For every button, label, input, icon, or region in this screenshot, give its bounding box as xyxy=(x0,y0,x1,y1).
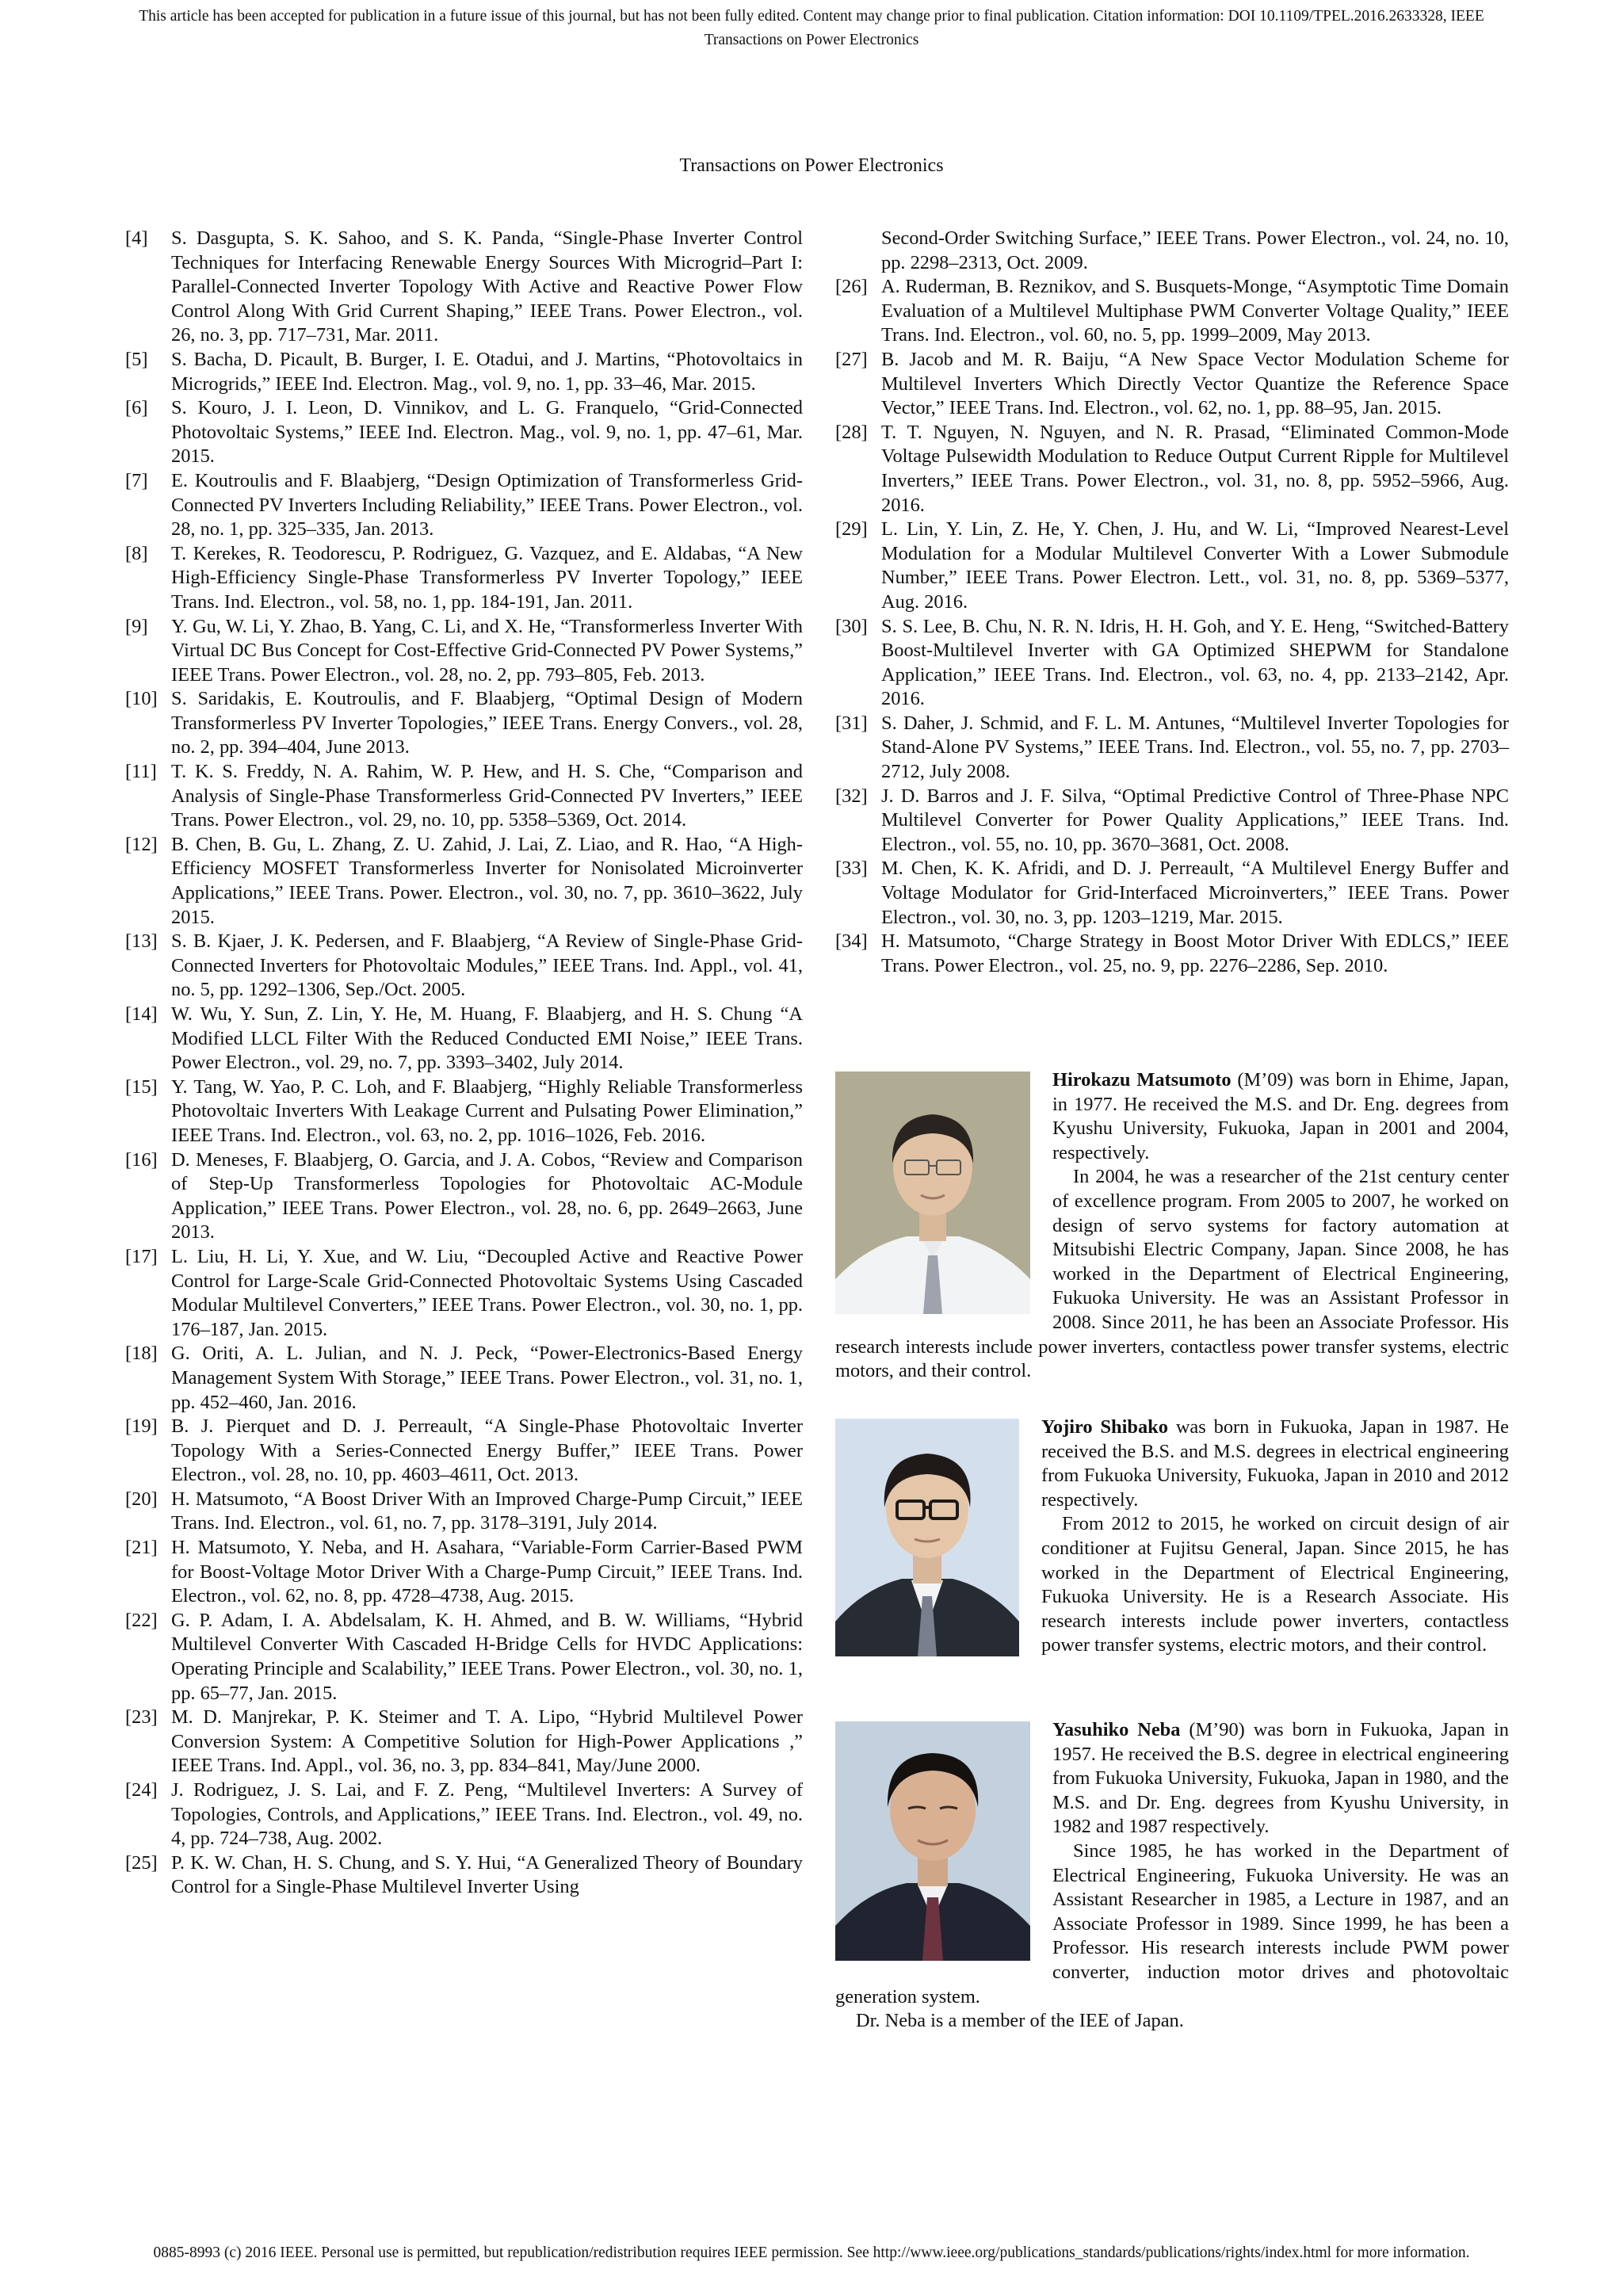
reference-20 xyxy=(125,1488,803,1536)
reference-text: J. D. Barros and J. F. Silva, “Optimal Predictive Control of Three-Phase NPC Multilevel Converter for Power Quality Applications,” IEEE Trans. Ind. Electron., vol. 55, no. 10, pp. 3670–3681, Oct. 2008. xyxy=(881,785,1509,855)
reference-text: G. Oriti, A. L. Julian, and N. J. Peck, “Power-Electronics-Based Energy Management System With Storage,” IEEE Trans. Power Electron., vol. 31, no. 1, pp. 452–460, Jan. 2016. xyxy=(171,1343,803,1413)
reference-text: B. J. Pierquet and D. J. Perreault, “A Single-Phase Photovoltaic Inverter Topology With a Series-Connected Energy Buffer,” IEEE Trans. Power Electron., vol. 28, no. 10, pp. 4603–4611, Oct. 2013. xyxy=(171,1415,803,1486)
reference-9 xyxy=(125,615,803,688)
reference-number: [4] xyxy=(125,227,148,249)
reference-33 xyxy=(835,857,1509,930)
author-photo-shibako xyxy=(835,1419,1019,1656)
reference-31 xyxy=(835,712,1509,785)
reference-30 xyxy=(835,615,1509,712)
reference-number: [22] xyxy=(125,1609,158,1631)
reference-text: E. Koutroulis and F. Blaabjerg, “Design Optimization of Transformerless Grid-Connected PV Inverters Including Reliability,” IEEE Trans. Power Electron., vol. 28, no. 1, pp. 325–335, Jan. 2013. xyxy=(171,469,803,541)
reference-4 xyxy=(125,227,803,348)
reference-number: [32] xyxy=(835,785,868,807)
reference-text: D. Meneses, F. Blaabjerg, O. Garcia, and J. A. Cobos, “Review and Comparison of Step-Up Transformerless Topologies for Photovoltaic AC-Module Application,” IEEE Trans. Power Electron., vol. 28, no. 6, pp. 2649–2663, June 2013. xyxy=(171,1148,803,1244)
reference-text: Y. Gu, W. Li, Y. Zhao, B. Yang, C. Li, and X. He, “Transformerless Inverter With Virtual DC Bus Concept for Cost-Effective Grid-Connected PV Power Systems,” IEEE Trans. Power Electron., vol. 28, no. 2, pp. 793–805, Feb. 2013. xyxy=(171,615,803,686)
author-bio-matsumoto xyxy=(835,1068,1509,1384)
reference-number: [27] xyxy=(835,348,868,370)
reference-number: [29] xyxy=(835,518,868,541)
reference-text: L. Liu, H. Li, Y. Xue, and W. Liu, “Decoupled Active and Reactive Power Control for Large-Scale Grid-Connected Photovoltaic Systems Using Cascaded Modular Multilevel Converters,” IEEE Trans. Power Electron., vol. 30, no. 1, pp. 176–187, Jan. 2015. xyxy=(171,1245,803,1340)
reference-text: T. Kerekes, R. Teodorescu, P. Rodriguez, G. Vazquez, and E. Aldabas, “A New High-Efficiency Single-Phase Transformerless PV Inverter Topology,” IEEE Trans. Ind. Electron., vol. 58, no. 1, pp. 184-191, Jan. 2011. xyxy=(171,542,803,613)
reference-text: S. Saridakis, E. Koutroulis, and F. Blaabjerg, “Optimal Design of Modern Transformerless PV Inverter Topologies,” IEEE Trans. Energy Convers., vol. 28, no. 2, pp. 394–404, June 2013. xyxy=(171,688,803,758)
reference-text: H. Matsumoto, “A Boost Driver With an Improved Charge-Pump Circuit,” IEEE Trans. Ind. Electron., vol. 61, no. 7, pp. 3178–3191, July 2014. xyxy=(171,1488,803,1534)
reference-13 xyxy=(125,930,803,1003)
reference-10 xyxy=(125,687,803,760)
reference-18 xyxy=(125,1342,803,1415)
reference-number: [17] xyxy=(125,1245,158,1267)
reference-number: [5] xyxy=(125,348,148,370)
copyright-footer: 0885-8993 (c) 2016 IEEE. Personal use is permitted, but republication/redistribution requires IEEE permission. See http://www.ieee.org/publications_standards/publications/rights/index.html for more information. xyxy=(153,2244,1470,2261)
reference-number: [12] xyxy=(125,833,158,855)
reference-text: G. P. Adam, I. A. Abdelsalam, K. H. Ahmed, and B. W. Williams, “Hybrid Multilevel Converter With Cascaded H-Bridge Cells for HVDC Applications: Operating Principle and Scalability,” IEEE Trans. Power Electron., vol. 30, no. 1, pp. 65–77, Jan. 2015. xyxy=(171,1609,803,1704)
reference-15 xyxy=(125,1075,803,1148)
reference-text: T. K. S. Freddy, N. A. Rahim, W. P. Hew, and H. S. Che, “Comparison and Analysis of Single-Phase Transformerless Grid-Connected PV Inverters,” IEEE Trans. Power Electron., vol. 29, no. 10, pp. 5358–5369, Oct. 2014. xyxy=(171,761,803,831)
references-left-column xyxy=(125,227,803,1900)
author-name: Yojiro Shibako xyxy=(1041,1416,1168,1438)
reference-34 xyxy=(835,930,1509,978)
reference-12 xyxy=(125,833,803,930)
reference-number: [34] xyxy=(835,930,868,953)
reference-number: [16] xyxy=(125,1148,158,1171)
reference-text: Y. Tang, W. Yao, P. C. Loh, and F. Blaabjerg, “Highly Reliable Transformerless Photovoltaic Inverters With Leakage Current and Pulsating Power Elimination,” IEEE Trans. Ind. Electron., vol. 63, no. 2, pp. 1016–1026, Feb. 2016. xyxy=(171,1075,803,1146)
acceptance-notice-line1: This article has been accepted for publication in a future issue of this journal, but has not been fully edited. Content may change prior to final publication. Citation information: DOI 10.1109/TPEL.2016.2633328, IEEE xyxy=(139,8,1484,25)
portrait-image xyxy=(835,1419,1019,1656)
author-bio-shibako xyxy=(835,1415,1509,1661)
portrait-image xyxy=(835,1721,1030,1961)
reference-number: [24] xyxy=(125,1779,158,1801)
reference-25 xyxy=(125,1851,803,1900)
bio-paragraph-2: In 2004, he was a researcher of the 21st century center of excellence program. From 2005 to 2007, he worked on design of servo systems for factory automation at Mitsubishi Electric Company, Japan. Since 2008, he has worked in the Department of Electrical Engineering, Fukuoka University. He was an Assistant Professor in 2008. Since 2011, he has been an Associate Professor. His research interests include power inverters, contactless power transfer systems, electric motors, and their control. xyxy=(835,1166,1509,1382)
reference-29 xyxy=(835,518,1509,614)
reference-number: [19] xyxy=(125,1415,158,1438)
reference-text: M. Chen, K. K. Afridi, and D. J. Perreault, “A Multilevel Energy Buffer and Voltage Modulator for Grid-Interfaced Microinverters,” IEEE Trans. Power Electron., vol. 30, no. 3, pp. 1203–1219, Mar. 2015. xyxy=(881,858,1509,928)
reference-text: S. Dasgupta, S. K. Sahoo, and S. K. Panda, “Single-Phase Inverter Control Techniques for Interfacing Renewable Energy Sources With Microgrid–Part I: Parallel-Connected Inverter Topology With Active and Reactive Power Flow Control Along With Grid Current Shaping,” IEEE Trans. Power Electron., vol. 26, no. 3, pp. 717–731, Mar. 2011. xyxy=(171,227,803,346)
reference-23 xyxy=(125,1706,803,1778)
reference-22 xyxy=(125,1609,803,1706)
reference-number: [31] xyxy=(835,712,868,734)
reference-text: W. Wu, Y. Sun, Z. Lin, Y. He, M. Huang, F. Blaabjerg, and H. S. Chung “A Modified LLCL Filter With the Reduced Conducted EMI Noise,” IEEE Trans. Power Electron., vol. 29, no. 7, pp. 3393–3402, July 2014. xyxy=(171,1003,803,1074)
reference-number: [26] xyxy=(835,276,868,298)
reference-text: L. Lin, Y. Lin, Z. He, Y. Chen, J. Hu, and W. Li, “Improved Nearest-Level Modulation for a Modular Multilevel Converter With a Lower Submodule Number,” IEEE Trans. Power Electron. Lett., vol. 31, no. 8, pp. 5369–5377, Aug. 2016. xyxy=(881,518,1509,613)
acceptance-notice xyxy=(0,5,1623,52)
bio-paragraph-2: From 2012 to 2015, he worked on circuit design of air conditioner at Fujitsu General, Japan. Since 2015, he has worked in the Department of Electrical Engineering, Fukuoka University. He is a Research Associate. His research interests include power inverters, contactless power transfer systems, electric motors, and their control. xyxy=(1041,1513,1509,1656)
reference-number: [9] xyxy=(125,615,148,637)
reference-25-continued: Second-Order Switching Surface,” IEEE Trans. Power Electron., vol. 24, no. 10, pp. 2298–2313, Oct. 2009. xyxy=(881,227,1509,273)
author-bio-neba xyxy=(835,1718,1509,2034)
reference-number: [6] xyxy=(125,397,148,419)
reference-8 xyxy=(125,542,803,615)
portrait-image xyxy=(835,1072,1030,1314)
reference-number: [28] xyxy=(835,421,868,443)
reference-text: S. Bacha, D. Picault, B. Burger, I. E. Otadui, and J. Martins, “Photovoltaics in Microgrids,” IEEE Ind. Electron. Mag., vol. 9, no. 1, pp. 33–46, Mar. 2015. xyxy=(171,348,803,395)
bio-paragraph-1: (M’09) was born in Ehime, Japan, in 1977. He received the M.S. and Dr. Eng. degrees from Kyushu University, Fukuoka, Japan in 2001 and 2004, respectively. xyxy=(1052,1069,1509,1163)
reference-text: B. Jacob and M. R. Baiju, “A New Space Vector Modulation Scheme for Multilevel Inverters Which Directly Vector Quantize the Reference Space Vector,” IEEE Trans. Ind. Electron., vol. 62, no. 1, pp. 88–95, Jan. 2015. xyxy=(881,348,1509,419)
reference-text: P. K. W. Chan, H. S. Chung, and S. Y. Hui, “A Generalized Theory of Boundary Control for a Single-Phase Multilevel Inverter Using xyxy=(171,1851,803,1898)
reference-17 xyxy=(125,1245,803,1342)
reference-19 xyxy=(125,1415,803,1488)
reference-number: [23] xyxy=(125,1706,158,1729)
reference-number: [21] xyxy=(125,1537,158,1559)
reference-number: [20] xyxy=(125,1488,158,1510)
acceptance-notice-line2: Transactions on Power Electronics xyxy=(704,32,919,48)
author-photo-matsumoto xyxy=(835,1072,1030,1314)
reference-21 xyxy=(125,1536,803,1609)
references-right-column xyxy=(835,227,1509,978)
reference-7 xyxy=(125,469,803,542)
reference-text: T. T. Nguyen, N. Nguyen, and N. R. Prasad, “Eliminated Common-Mode Voltage Pulsewidth Modulation to Reduce Output Current Ripple for Multilevel Inverters,” IEEE Trans. Power Electron., vol. 31, no. 8, pp. 5952–5966, Aug. 2016. xyxy=(881,421,1509,516)
reference-text: J. Rodriguez, J. S. Lai, and F. Z. Peng, “Multilevel Inverters: A Survey of Topologies, Controls, and Applications,” IEEE Trans. Ind. Electron., vol. 49, no. 4, pp. 724–738, Aug. 2002. xyxy=(171,1779,803,1850)
reference-text: A. Ruderman, B. Reznikov, and S. Busquets-Monge, “Asymptotic Time Domain Evaluation of a Multilevel Multiphase PWM Converter Voltage Quality,” IEEE Trans. Ind. Electron., vol. 60, no. 5, pp. 1999–2009, May 2013. xyxy=(881,276,1509,346)
reference-32 xyxy=(835,785,1509,858)
reference-16 xyxy=(125,1148,803,1245)
reference-number: [30] xyxy=(835,615,868,637)
bio-paragraph-3: Dr. Neba is a member of the IEE of Japan. xyxy=(856,2010,1184,2032)
reference-number: [11] xyxy=(125,761,157,783)
reference-6 xyxy=(125,396,803,469)
reference-5 xyxy=(125,348,803,396)
reference-number: [25] xyxy=(125,1851,158,1874)
reference-27 xyxy=(835,348,1509,421)
bio-paragraph-2: Since 1985, he has worked in the Department of Electrical Engineering, Fukuoka University. He was an Assistant Researcher in 1985, a Lecture in 1987, and an Associate Professor in 1989. Since 1999, he has been a Professor. His research interests include PWM power converter, induction motor drives and photovoltaic generation system. xyxy=(835,1839,1509,2008)
reference-14 xyxy=(125,1003,803,1075)
reference-number: [33] xyxy=(835,858,868,880)
reference-24 xyxy=(125,1778,803,1851)
reference-text: M. D. Manjrekar, P. K. Steimer and T. A. Lipo, “Hybrid Multilevel Power Conversion System: A Competitive Solution for High-Power Applications ,” IEEE Trans. Ind. Appl., vol. 36, no. 3, pp. 834–841, May/June 2000. xyxy=(171,1706,803,1777)
reference-11 xyxy=(125,760,803,833)
reference-text: H. Matsumoto, “Charge Strategy in Boost Motor Driver With EDLCS,” IEEE Trans. Power Electron., vol. 25, no. 9, pp. 2276–2286, Sep. 2010. xyxy=(881,930,1509,976)
reference-text: S. S. Lee, B. Chu, N. R. N. Idris, H. H. Goh, and Y. E. Heng, “Switched-Battery Boost-Multilevel Inverter with GA Optimized SHEPWM for Standalone Application,” IEEE Trans. Ind. Electron., vol. 63, no. 4, pp. 2133–2142, Apr. 2016. xyxy=(881,615,1509,710)
reference-text: H. Matsumoto, Y. Neba, and H. Asahara, “Variable-Form Carrier-Based PWM for Boost-Voltage Motor Driver With a Charge-Pump Circuit,” IEEE Trans. Ind. Electron., vol. 62, no. 8, pp. 4728–4738, Aug. 2015. xyxy=(171,1537,803,1607)
reference-number: [14] xyxy=(125,1003,158,1025)
bio-paragraph-1: (M’90) was born in Fukuoka, Japan in 1957. He received the B.S. degree in electrical engineering from Fukuoka University, Fukuoka, Japan in 1980, and the M.S. and Dr. Eng. degrees from Kyushu University, in 1982 and 1987 respectively. xyxy=(1052,1719,1509,1838)
reference-number: [18] xyxy=(125,1343,158,1365)
author-name: Yasuhiko Neba xyxy=(1052,1719,1181,1740)
reference-text: S. B. Kjaer, J. K. Pedersen, and F. Blaabjerg, “A Review of Single-Phase Grid-Connected Inverters for Photovoltaic Modules,” IEEE Trans. Ind. Appl., vol. 41, no. 5, pp. 1292–1306, Sep./Oct. 2005. xyxy=(171,930,803,1001)
author-name: Hirokazu Matsumoto xyxy=(1052,1069,1232,1091)
bio-paragraph-1: was born in Fukuoka, Japan in 1987. He received the B.S. and M.S. degrees in electrical engineering from Fukuoka University, Fukuoka, Japan in 2010 and 2012 respectively. xyxy=(1041,1416,1510,1511)
reference-26 xyxy=(835,275,1509,348)
reference-28 xyxy=(835,421,1509,518)
reference-text: S. Kouro, J. I. Leon, D. Vinnikov, and L. G. Franquelo, “Grid-Connected Photovoltaic Systems,” IEEE Ind. Electron. Mag., vol. 9, no. 1, pp. 47–61, Mar. 2015. xyxy=(171,397,803,468)
reference-number: [7] xyxy=(125,469,148,491)
reference-number: [15] xyxy=(125,1075,158,1098)
reference-text: S. Daher, J. Schmid, and F. L. M. Antunes, “Multilevel Inverter Topologies for Stand-Alone PV Systems,” IEEE Trans. Ind. Electron., vol. 55, no. 7, pp. 2703–2712, July 2008. xyxy=(881,712,1509,783)
author-photo-neba xyxy=(835,1721,1030,1961)
reference-number: [10] xyxy=(125,688,158,710)
running-head: Transactions on Power Electronics xyxy=(679,155,944,176)
reference-number: [13] xyxy=(125,930,158,953)
reference-text: B. Chen, B. Gu, L. Zhang, Z. U. Zahid, J. Lai, Z. Liao, and R. Hao, “A High-Efficiency MOSFET Transformerless Inverter for Nonisolated Microinverter Applications,” IEEE Trans. Power. Electron., vol. 30, no. 7, pp. 3610–3622, July 2015. xyxy=(171,833,803,928)
reference-number: [8] xyxy=(125,542,148,564)
